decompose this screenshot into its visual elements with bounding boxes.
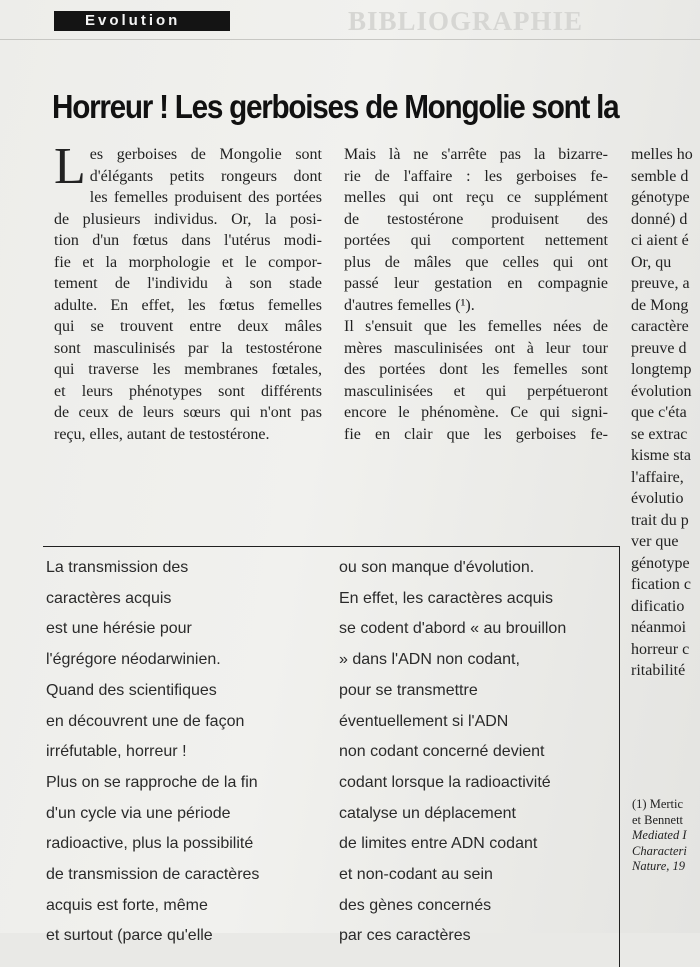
text-line: masculinisées et qui perpétueront [344,382,608,400]
inset-line: acquis est forte, même [46,896,208,914]
inset-column-1 [46,553,326,952]
text-line: melles ho [631,146,693,163]
text-line: ritabilité [631,662,686,679]
article-column-3 [631,144,700,682]
text-line: d'élégants petits rongeurs dont [89,167,322,185]
text-line: tement de l'individu à son stade [54,275,322,292]
text-line: mères masculinisées ont à leur tour [344,339,608,357]
inset-line: Quand des scientifiques [46,681,217,699]
text-line: passé leur gestation en compagnie [344,275,608,292]
inset-line: caractères acquis [46,589,172,607]
text-line: reçu, elles, autant de testostérone. [54,425,270,443]
text-line: plus de mâles que celles qui ont [344,253,608,271]
text-line: fie en clair que les gerboises fe- [344,425,608,443]
footnote-line: Characteri [632,843,687,858]
drop-cap: L [54,138,86,195]
text-line: néanmoi [631,619,687,636]
inset-line: codant lorsque la radioactivité [339,773,551,791]
text-line: fication c [631,576,691,593]
footnote-line: Nature, 19 [632,859,686,873]
article-column-2 [344,144,608,445]
inset-line: irréfutable, horreur ! [46,743,187,761]
text-line: qui traverse les membranes fœtales, [54,361,322,378]
show-through-heading: BIBLIOGRAPHIE [348,6,584,36]
text-line: ver que [631,533,679,550]
footnote [632,797,700,875]
footnote-line: (1) Mertic [632,797,684,811]
inset-line: en découvrent une de façon [46,712,245,730]
article-headline: Horreur ! Les gerboises de Mongolie sont la [52,88,619,125]
text-line: fie et la morphologie et le compor- [54,253,322,271]
text-line: sont masculinisés par la testostérone [54,339,322,357]
text-line: les femelles produisent des portées [89,189,322,206]
text-line: portées qui comportent nettement [344,232,608,249]
text-line: Il s'ensuit que les femelles nées de [344,318,608,335]
inset-line: d'un cycle via une période [46,804,231,822]
inset-line: La transmission des [46,559,189,576]
inset-line: Plus on se rapproche de la fin [46,773,258,791]
text-line: évolution [631,382,692,400]
text-line: génotype [631,554,690,572]
text-line: qui se trouvent entre deux mâles [54,318,322,335]
text-line: tion d'un fœtus dans l'utérus modi- [54,232,322,249]
text-line: des portées dont les femelles sont [344,361,608,378]
inset-line: catalyse un déplacement [339,804,516,822]
text-line: Mais là ne s'arrête pas la bizarre- [344,146,608,163]
inset-line: de limites entre ADN codant [339,835,538,853]
text-line: génotype [631,189,690,206]
inset-line: et surtout (parce qu'elle [46,927,213,945]
text-line: dificatio [631,597,685,615]
inset-column-2 [339,553,619,952]
text-line: adulte. En effet, les fœtus femelles [54,296,322,314]
inset-line: » dans l'ADN non codant, [339,651,520,669]
text-line: caractère [631,318,689,335]
text-line: trait du p [631,511,689,529]
text-line: et leurs phénotypes sont différents [54,382,322,400]
text-line: donné) d [631,210,688,228]
text-line: semble d [631,167,689,185]
footnote-line: Mediated I [632,828,687,842]
text-line: de testostérone produisent des [344,210,608,228]
text-line: évolutio [631,490,684,507]
text-line: que c'éta [631,404,687,421]
text-line: de Mong [631,296,689,314]
inset-line: l'égrégore néodarwinien. [46,651,221,669]
inset-line: des gènes concernés [339,896,492,914]
inset-line: éventuellement si l'ADN [339,712,509,730]
text-line: es gerboises de Mongolie sont [89,146,322,163]
section-tag: Evolution [54,11,230,31]
text-line: d'autres femelles (¹). [344,296,475,314]
article-column-1 [54,138,322,445]
text-line: melles qui ont reçu ce supplément [344,189,608,206]
text-line: de ceux de leurs sœurs qui n'ont pas [54,404,322,421]
text-line: longtemp [631,361,692,378]
text-line: se extrac [631,425,688,443]
header-rule [0,39,700,40]
text-line: ci aient é [631,232,689,249]
inset-line: est une hérésie pour [46,620,192,638]
text-line: kisme sta [631,447,691,464]
inset-line: se codent d'abord « au brouillon [339,620,567,638]
text-line: horreur c [631,640,690,658]
inset-line: et non-codant au sein [339,866,493,884]
footnote-line: et Bennett [632,812,684,827]
text-line: preuve d [631,339,687,357]
inset-line: non codant concerné devient [339,743,545,761]
text-line: Or, qu [631,253,672,271]
inset-line: de transmission de caractères [46,866,260,884]
inset-line: ou son manque d'évolution. [339,559,535,576]
text-line: preuve, a [631,275,690,292]
text-line: de plusieurs individus. Or, la posi- [54,210,322,228]
text-line: l'affaire, [631,468,684,486]
text-line: rie de l'affaire : les gerboises fe- [344,167,608,185]
text-line: encore le phénomène. Ce qui signi- [344,404,608,421]
inset-line: En effet, les caractères acquis [339,589,554,607]
inset-line: par ces caractères [339,927,471,945]
inset-line: pour se transmettre [339,681,478,699]
inset-line: radioactive, plus la possibilité [46,835,254,853]
